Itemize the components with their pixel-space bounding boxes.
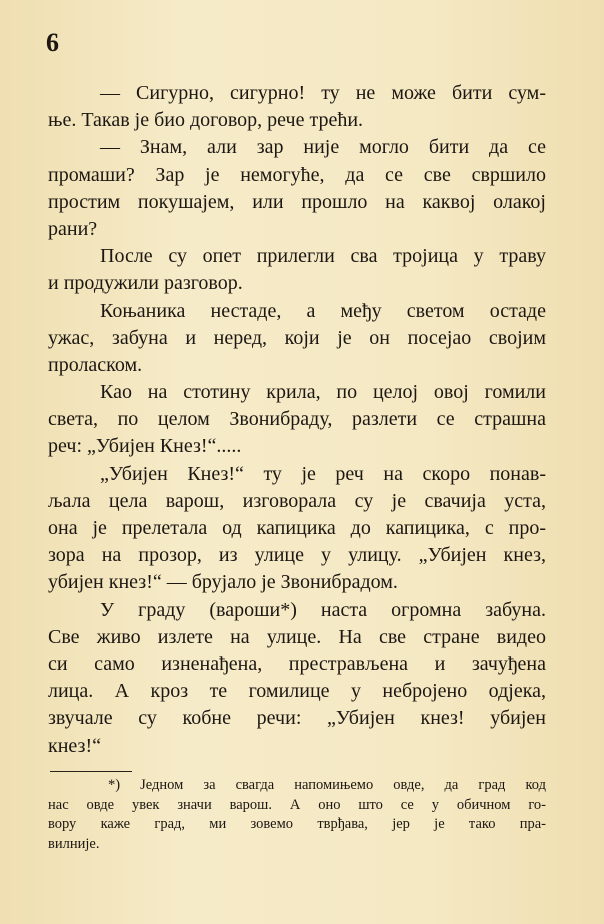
text-line: У граду (вароши*) наста огромна забуна. [100, 598, 546, 621]
text-line: После су опет прилегли сва тројица у траву [100, 245, 546, 268]
text-line: си само изненађена, престрављена и зачуђена [48, 652, 546, 675]
footnote-separator [50, 771, 132, 772]
footnote [48, 776, 546, 854]
text-line: ње. Такав је био договор, рече трећи. [48, 109, 364, 132]
footnote-line: *) Једном за свагда напомињемо овде, да град код [108, 777, 546, 793]
text-line: љала цела варош, изговорала су је свачија уста, [48, 489, 546, 512]
text-line: Све живо излете на улице. На све стране видео [48, 625, 546, 648]
text-line: простим покушајем, или прошло на каквој олакој [48, 190, 546, 213]
text-line: рани? [48, 217, 98, 240]
text-line: — Знам, али зар није могло бити да се [100, 136, 546, 159]
body-text [48, 80, 546, 760]
text-line: лица. А кроз те гомилице у небројено одјека, [48, 680, 546, 703]
text-line: Коњаника нестаде, а међу светом остаде [100, 299, 546, 322]
text-line: зора на прозор, из улице у улицу. „Убијен кнез, [48, 544, 546, 567]
text-line: убијен кнез!“ — брујало је Звонибрадом. [48, 571, 398, 594]
text-line: она је прелетала од капицика до капицика, с про- [48, 517, 546, 539]
footnote-line: вору каже град, ми зовемо тврђава, јер је тако пра- [48, 816, 546, 832]
text-line: кнез!“ [48, 734, 101, 757]
footnote-line: нас овде увек значи варош. А оно што се у обичном го- [48, 796, 546, 813]
text-line: ужас, забуна и неред, који је он посејао својим [48, 326, 546, 349]
text-line: и продужили разговор. [48, 272, 243, 295]
text-line: проласком. [48, 353, 143, 376]
text-line: промаши? Зар је немогуће, да се све свршило [48, 163, 546, 186]
text-line: света, по целом Звонибраду, разлети се страшна [48, 408, 546, 431]
page-number: 6 [46, 28, 59, 57]
text-line: звучале су кобне речи: „Убијен кнез! убијен [48, 707, 546, 730]
text-line: — Сигурно, сигурно! ту не може бити сум- [100, 82, 546, 104]
text-line: „Убијен Кнез!“ ту је реч на скоро понав- [100, 462, 546, 485]
footnote-line: вилније. [48, 835, 100, 852]
text-line: Као на стотину крила, по целој овој гомили [100, 381, 546, 404]
text-line: реч: „Убијен Кнез!“..... [48, 435, 242, 458]
